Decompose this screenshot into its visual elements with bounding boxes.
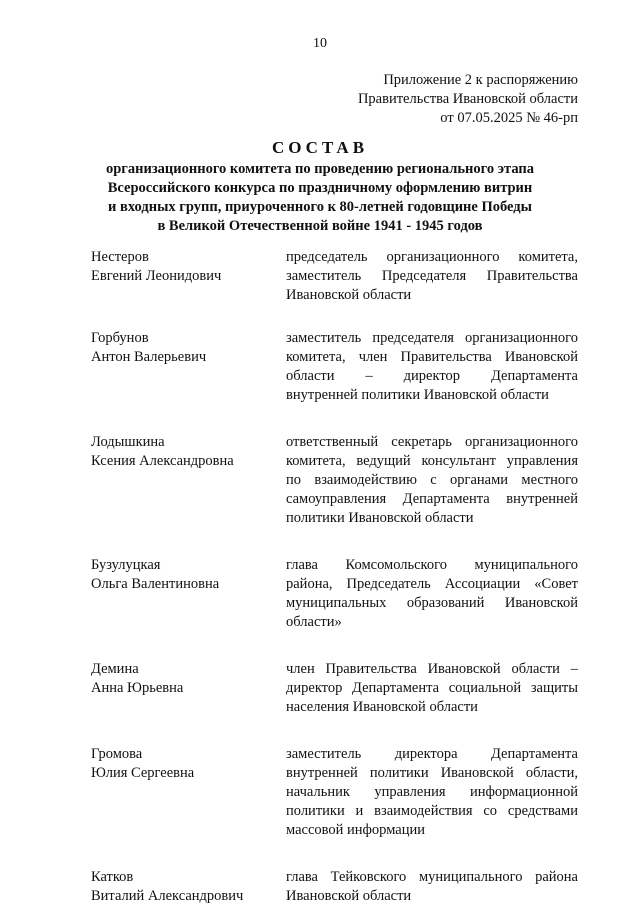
- member-name: [91, 556, 286, 632]
- member-role-line: комитета, член Правительства Ивановской: [286, 349, 578, 365]
- member-role: [286, 248, 578, 305]
- member-entry: [91, 660, 578, 717]
- member-surname: Громова: [91, 746, 143, 762]
- member-entry: [91, 745, 578, 840]
- member-name: [91, 745, 286, 840]
- member-role: [286, 868, 578, 906]
- member-role: [286, 660, 578, 717]
- member-role-line: самоуправления Департамента внутренней: [286, 491, 578, 507]
- heading-line-2: Всероссийского конкурса по праздничному оформлению витрин: [107, 180, 533, 196]
- member-role: [286, 745, 578, 840]
- member-name: [91, 433, 286, 528]
- member-role-line: ответственный секретарь организационного: [286, 434, 578, 450]
- member-name: [91, 329, 286, 405]
- members-list: [91, 248, 578, 906]
- member-role-line: член Правительства Ивановской области –: [286, 661, 578, 677]
- member-role: [286, 556, 578, 632]
- member-role-line: директор Департамента социальной защиты: [286, 680, 578, 696]
- appendix-line-3: от 07.05.2025 № 46-рп: [440, 110, 578, 126]
- member-role-line: Ивановской области: [286, 888, 412, 904]
- member-role-line: внутренней политики Ивановской области,: [286, 765, 578, 781]
- member-entry: [91, 868, 578, 906]
- member-surname: Нестеров: [91, 249, 149, 265]
- appendix-line-2: Правительства Ивановской области: [357, 91, 578, 107]
- member-role-line: области»: [286, 614, 342, 630]
- member-role-line: политики и взаимодействия со средствами: [286, 803, 578, 819]
- appendix-block: [358, 71, 578, 128]
- member-role-line: населения Ивановской области: [286, 699, 478, 715]
- member-name: [91, 868, 286, 906]
- member-given-name: Ольга Валентиновна: [91, 576, 220, 592]
- member-given-name: Юлия Сергеевна: [91, 765, 195, 781]
- member-role-line: массовой информации: [286, 822, 426, 838]
- member-role-line: начальник управления информационной: [286, 784, 578, 800]
- member-given-name: Антон Валерьевич: [91, 349, 207, 365]
- heading-line-4: в Великой Отечественной войне 1941 - 1945 годов: [157, 218, 483, 234]
- member-given-name: Виталий Александрович: [91, 888, 244, 904]
- appendix-line-1: Приложение 2 к распоряжению: [383, 72, 578, 88]
- member-surname: Бузулуцкая: [91, 557, 161, 573]
- member-role-line: внутренней политики Ивановской области: [286, 387, 549, 403]
- document-heading: [60, 137, 580, 236]
- member-role: [286, 433, 578, 528]
- member-role-line: по взаимодействию с органами местного: [286, 472, 578, 488]
- member-role-line: Ивановской области: [286, 287, 412, 303]
- member-surname: Демина: [91, 661, 139, 677]
- member-role-line: политики Ивановской области: [286, 510, 474, 526]
- member-role-line: района, Председатель Ассоциации «Совет: [286, 576, 578, 592]
- member-role-line: глава Комсомольского муниципального: [286, 557, 578, 573]
- member-surname: Лодышкина: [91, 434, 165, 450]
- member-role-line: заместитель Председателя Правительства: [286, 268, 578, 284]
- member-role-line: заместитель директора Департамента: [286, 746, 578, 762]
- member-surname: Горбунов: [91, 330, 149, 346]
- member-role-line: комитета, ведущий консультант управления: [286, 453, 578, 469]
- member-role-line: области – директор Департамента: [286, 368, 578, 384]
- member-surname: Катков: [91, 869, 134, 885]
- heading-line-3: и входных групп, приуроченного к 80-летней годовщине Победы: [108, 199, 532, 215]
- member-entry: [91, 248, 578, 305]
- page-number: 10: [313, 36, 327, 51]
- member-given-name: Анна Юрьевна: [91, 680, 184, 696]
- member-role-line: глава Тейковского муниципального района: [286, 869, 578, 885]
- member-role-line: муниципальных образований Ивановской: [286, 595, 578, 611]
- member-name: [91, 248, 286, 305]
- member-role-line: председатель организационного комитета,: [286, 249, 578, 265]
- heading-title: СОСТАВ: [271, 138, 369, 157]
- member-entry: [91, 556, 578, 632]
- heading-line-1: организационного комитета по проведению регионального этапа: [105, 161, 534, 177]
- member-role-line: заместитель председателя организационного: [286, 330, 578, 346]
- member-given-name: Евгений Леонидович: [91, 268, 222, 284]
- member-role: [286, 329, 578, 405]
- member-entry: [91, 329, 578, 405]
- member-given-name: Ксения Александровна: [91, 453, 234, 469]
- member-entry: [91, 433, 578, 528]
- member-name: [91, 660, 286, 717]
